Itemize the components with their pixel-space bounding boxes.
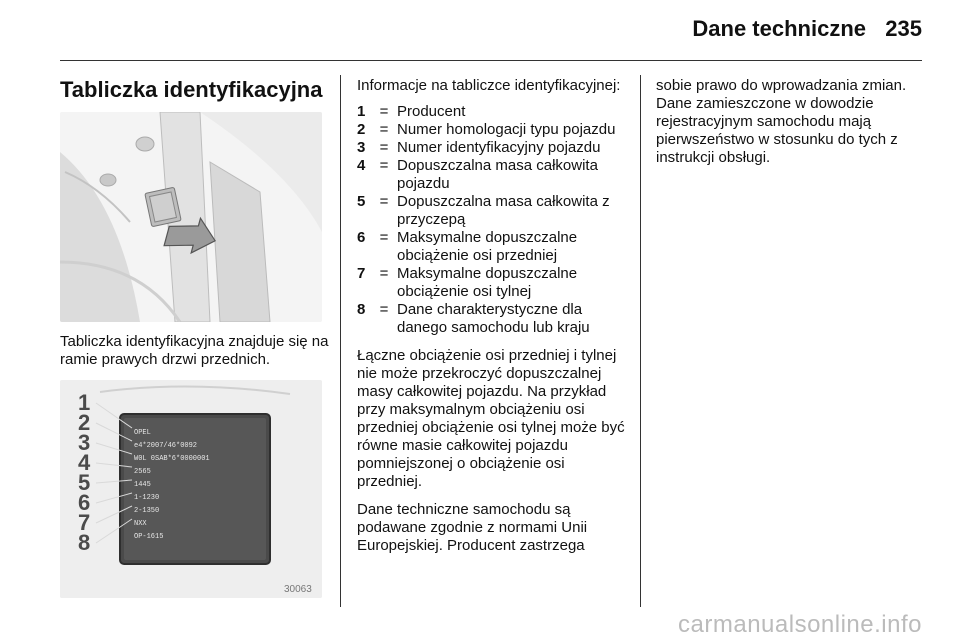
plate-line: 1445 [134, 481, 151, 489]
list-item-text: Maksymalne dopuszczalne obciążenie osi przedniej [397, 229, 578, 264]
list-item-text: Dopuszczalna masa całkowita z przyczepą [397, 193, 610, 228]
list-item [357, 103, 627, 121]
list-item-equals: = [379, 265, 389, 282]
list-item-number: 7 [357, 265, 366, 282]
list-intro: Informacje na tabliczce identyfikacyjnej: [357, 77, 621, 94]
callout-number: 5 [78, 470, 91, 495]
callout-number: 6 [78, 490, 91, 515]
list-item-equals: = [379, 157, 389, 174]
id-plate-illustration [60, 380, 322, 598]
list-item-text: Numer homologacji typu pojazdu [397, 121, 616, 138]
watermark-text: carmanualsonline.info [678, 611, 922, 638]
list-item-number: 4 [357, 157, 366, 174]
paragraph-technical-data: Dane techniczne samochodu są podawane zgodnie z normami Unii Europejskiej. Producent zastrzega [357, 501, 588, 554]
list-item-number: 5 [357, 193, 366, 210]
plate-line: e4*2007/46*0092 [134, 442, 198, 450]
list-item-text: Maksymalne dopuszczalne obciążenie osi tylnej [397, 265, 578, 300]
list-item-equals: = [379, 193, 389, 210]
page-header-title: Dane techniczne [692, 16, 866, 41]
list-item-equals: = [379, 121, 389, 138]
door-frame-illustration [60, 112, 322, 322]
footer-watermark [0, 611, 960, 642]
paragraph-continuation: sobie prawo do wprowadzania zmian. Dane zamieszczone w dowodzie rejestracyjnym samochodu mają pierwszeństwo w stosunku do tych z instrukcji obsługi. [656, 77, 907, 166]
list-item [357, 157, 627, 193]
list-item [357, 265, 627, 301]
plate-line: 2-1350 [134, 507, 160, 515]
column-2 [357, 77, 627, 555]
page-number: 235 [885, 16, 922, 41]
list-item-number: 3 [357, 139, 366, 156]
list-item-equals: = [379, 139, 389, 156]
column-3 [656, 77, 936, 167]
column-divider-2 [640, 75, 641, 607]
section-title: Tabliczka identyfikacyjna [60, 77, 323, 102]
callout-number: 8 [78, 530, 91, 555]
list-item-text: Dane charakterystyczne dla danego samochodu lub kraju [397, 301, 590, 336]
plate-line: OPEL [134, 429, 151, 437]
plate-line: W0L 0SAB*6*0000001 [134, 455, 210, 463]
list-item-number: 6 [357, 229, 366, 246]
list-item-text: Dopuszczalna masa całkowita pojazdu [397, 157, 598, 192]
header-rule [60, 60, 922, 61]
door-frame-drawing [60, 112, 322, 322]
callout-number: 7 [78, 510, 91, 535]
callout-number: 4 [78, 450, 91, 475]
list-item [357, 229, 627, 265]
callout-number: 1 [78, 390, 91, 415]
plate-line: NXX [134, 520, 147, 528]
callout-number: 2 [78, 410, 91, 435]
list-item-equals: = [379, 229, 389, 246]
info-list [357, 103, 627, 337]
list-item-text: Producent [397, 103, 466, 120]
column-divider-1 [340, 75, 341, 607]
list-item-equals: = [379, 301, 389, 318]
list-item-text: Numer identyfikacyjny pojazdu [397, 139, 601, 156]
list-item [357, 139, 627, 157]
callout-number: 3 [78, 430, 91, 455]
list-item-equals: = [379, 103, 389, 120]
list-item-number: 8 [357, 301, 366, 318]
list-item-number: 1 [357, 103, 366, 120]
plate-line: OP-1615 [134, 533, 164, 541]
id-plate-drawing [60, 380, 322, 598]
list-item [357, 193, 627, 229]
paragraph-axle-load: Łączne obciążenie osi przedniej i tylnej nie może przekroczyć dopuszczalnej masy całkowitej pojazdu. Na przykład przy maksymalnym obciążeniu osi przedniej obciążenie osi tylnej może być równe masie całkowitej pojazdu pomniejszonej o obciążenie osi przedniej. [357, 347, 625, 490]
list-item [357, 301, 627, 337]
list-item [357, 121, 627, 139]
list-item-number: 2 [357, 121, 366, 138]
figure-caption: Tabliczka identyfikacyjna znajduje się na ramie prawych drzwi przednich. [60, 333, 329, 368]
plate-line: 1-1230 [134, 494, 160, 502]
figure-code: 30063 [284, 584, 312, 595]
plate-line: 2565 [134, 468, 151, 476]
